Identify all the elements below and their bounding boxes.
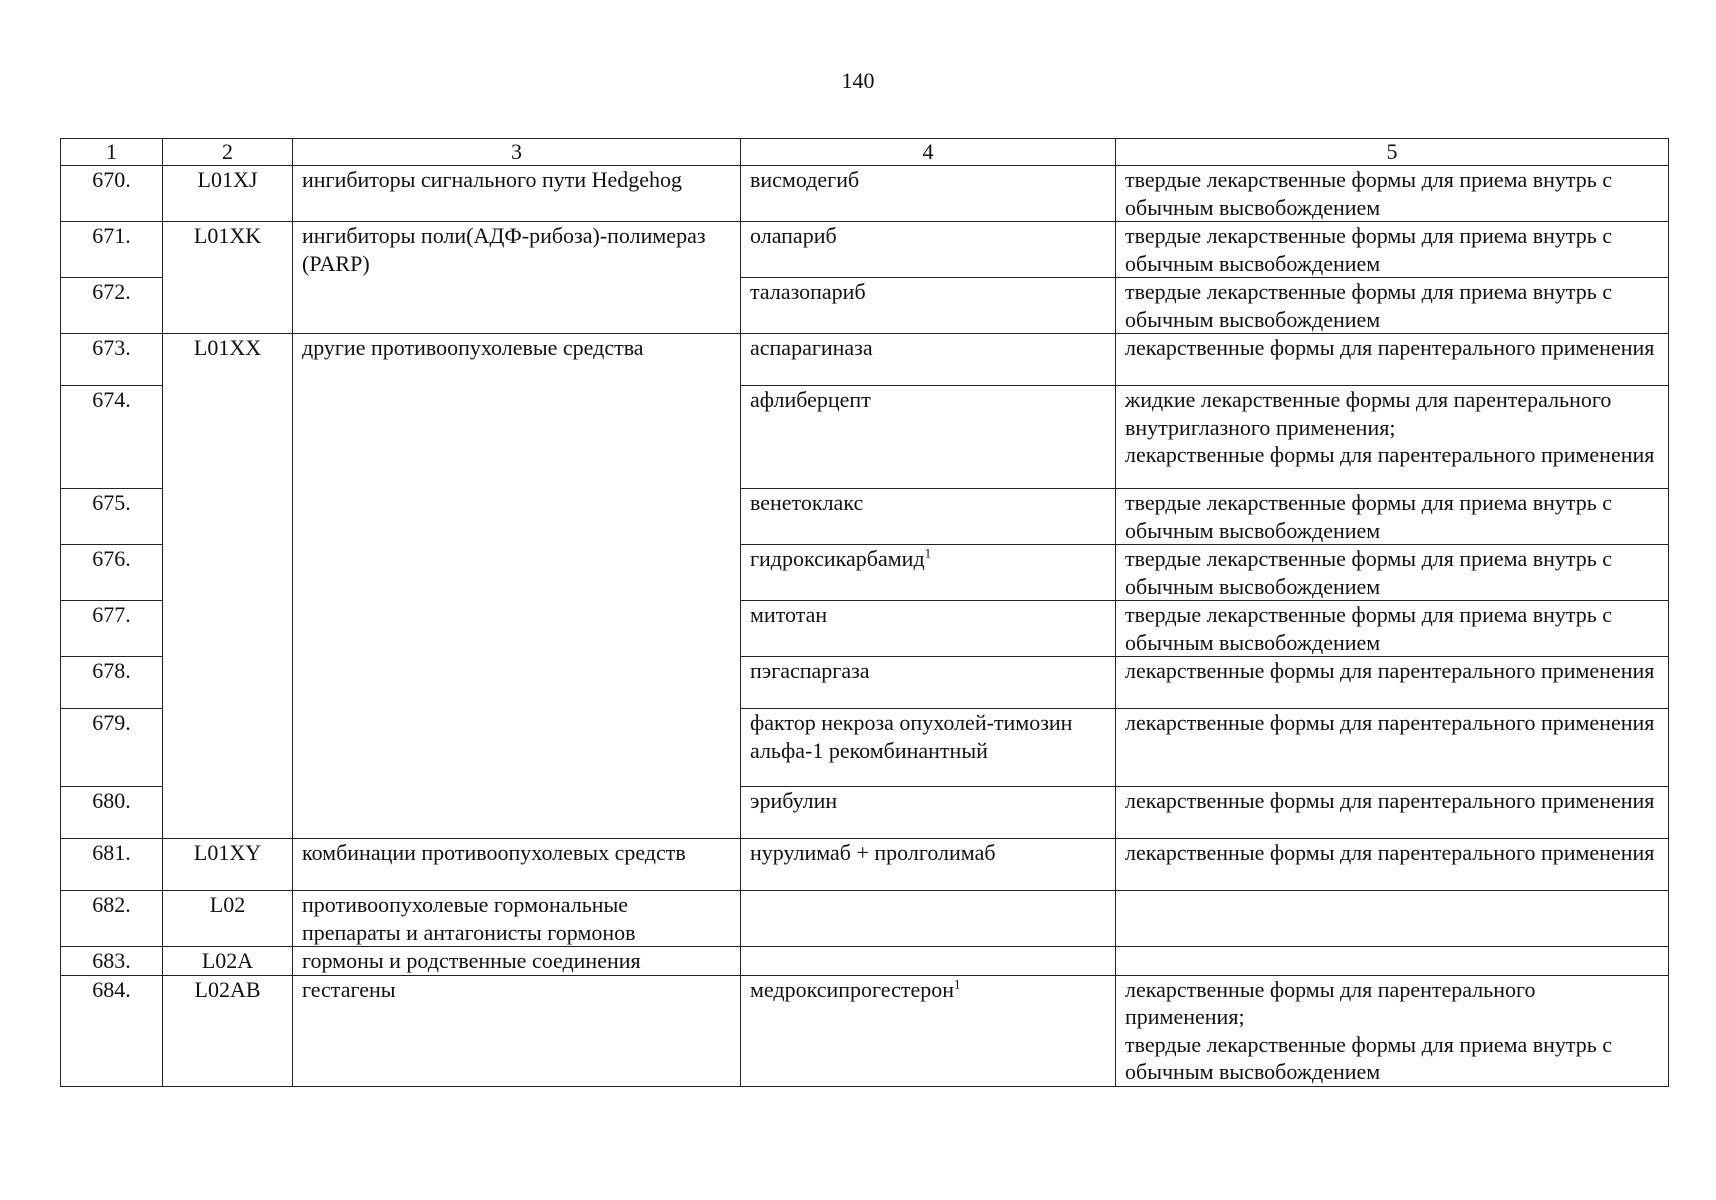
atc-code: L02 (163, 891, 293, 947)
table-row (61, 839, 1669, 891)
drug-name-cell (741, 891, 1116, 947)
drug-name-cell (741, 839, 1116, 891)
footnote-mark: 1 (924, 545, 932, 561)
group-name: ингибиторы сигнального пути Hedgehog (293, 166, 741, 222)
row-number: 675. (61, 489, 163, 545)
row-number: 673. (61, 334, 163, 386)
row-number: 670. (61, 166, 163, 222)
header-cell-3: 3 (293, 139, 741, 166)
group-name: гормоны и родственные соединения (293, 947, 741, 976)
drug-name-cell (741, 601, 1116, 657)
drug-name-cell (741, 975, 1116, 1086)
group-name: противоопухолевые гормональные препараты и антагонисты гормонов (293, 891, 741, 947)
dosage-form: лекарственные формы для парентерального применения (1116, 787, 1669, 839)
atc-code: L01XY (163, 839, 293, 891)
drug-name-cell (741, 166, 1116, 222)
drug-name-cell (741, 947, 1116, 976)
dosage-form: лекарственные формы для парентерального применения (1116, 709, 1669, 787)
row-number: 680. (61, 787, 163, 839)
drug-name: митотан (750, 602, 828, 627)
table-row (61, 166, 1669, 222)
drug-name: висмодегиб (750, 167, 860, 192)
group-name: комбинации противоопухолевых средств (293, 839, 741, 891)
dosage-form: твердые лекарственные формы для приема внутрь с обычным высвобождением (1116, 545, 1669, 601)
drug-name: венетоклакс (750, 490, 864, 515)
drug-name: медроксипрогестерон (750, 976, 955, 1002)
header-cell-5: 5 (1116, 139, 1669, 166)
drug-name-cell (741, 545, 1116, 601)
table-row (61, 947, 1669, 976)
dosage-form: лекарственные формы для парентерального применения (1116, 657, 1669, 709)
dosage-form: твердые лекарственные формы для приема внутрь с обычным высвобождением (1116, 601, 1669, 657)
drug-name: гидроксикарбамид (750, 546, 925, 571)
row-number: 672. (61, 278, 163, 334)
dosage-form (1116, 947, 1669, 976)
drug-name: пэгаспаргаза (750, 658, 870, 683)
row-number: 674. (61, 386, 163, 489)
dosage-form: лекарственные формы для парентерального применения (1116, 334, 1669, 386)
page-number: 140 (841, 68, 875, 93)
row-number: 684. (61, 975, 163, 1086)
header-cell-4: 4 (741, 139, 1116, 166)
table-row (61, 334, 1669, 386)
drug-name-cell (741, 489, 1116, 545)
drug-name: фактор некроза опухолей-тимозин альфа-1 рекомбинантный (750, 710, 1073, 763)
dosage-form: твердые лекарственные формы для приема внутрь с обычным высвобождением (1116, 166, 1669, 222)
row-number: 682. (61, 891, 163, 947)
drug-name-cell (741, 657, 1116, 709)
drug-name: эрибулин (750, 788, 838, 813)
drug-name: нурулимаб + пролголимаб (750, 840, 996, 865)
drug-name: олапариб (750, 223, 837, 248)
dosage-form: твердые лекарственные формы для приема внутрь с обычным высвобождением (1116, 489, 1669, 545)
row-number: 681. (61, 839, 163, 891)
atc-code: L02AB (163, 975, 293, 1086)
atc-code: L02A (163, 947, 293, 976)
dosage-form: твердые лекарственные формы для приема внутрь с обычным высвобождением (1116, 278, 1669, 334)
row-number: 671. (61, 222, 163, 278)
drug-name-cell (741, 278, 1116, 334)
table-row (61, 222, 1669, 278)
dosage-form: жидкие лекарственные формы для парентерального внутриглазного применения; лекарственные формы для парентерального применения (1116, 386, 1669, 489)
dosage-form (1116, 891, 1669, 947)
row-number: 678. (61, 657, 163, 709)
drug-name-cell (741, 222, 1116, 278)
dosage-form: твердые лекарственные формы для приема внутрь с обычным высвобождением (1116, 222, 1669, 278)
row-number: 683. (61, 947, 163, 976)
group-name: гестагены (293, 975, 741, 1086)
drug-name-cell (741, 386, 1116, 489)
table-row (61, 975, 1669, 1086)
drug-name: афлиберцепт (750, 387, 871, 412)
header-cell-1: 1 (61, 139, 163, 166)
dosage-form: лекарственные формы для парентерального применения; твердые лекарственные формы для приема внутрь с обычным высвобождением (1116, 975, 1669, 1086)
table-row (61, 891, 1669, 947)
row-number: 679. (61, 709, 163, 787)
drug-name: аспарагиназа (750, 335, 873, 360)
row-number: 676. (61, 545, 163, 601)
atc-code: L01XJ (163, 166, 293, 222)
drug-name-cell (741, 334, 1116, 386)
group-name: другие противоопухолевые средства (293, 334, 741, 839)
header-row (61, 139, 1669, 166)
atc-code: L01XK (163, 222, 293, 334)
drug-name-cell (741, 709, 1116, 787)
row-number: 677. (61, 601, 163, 657)
drug-name: талазопариб (750, 279, 866, 304)
header-cell-2: 2 (163, 139, 293, 166)
atc-code: L01XX (163, 334, 293, 839)
drug-table (60, 138, 1669, 1087)
footnote-mark: 1 (954, 976, 961, 992)
group-name: ингибиторы поли(АДФ-рибоза)-полимераз (PARP) (293, 222, 741, 334)
dosage-form: лекарственные формы для парентерального применения (1116, 839, 1669, 891)
drug-name-cell (741, 787, 1116, 839)
